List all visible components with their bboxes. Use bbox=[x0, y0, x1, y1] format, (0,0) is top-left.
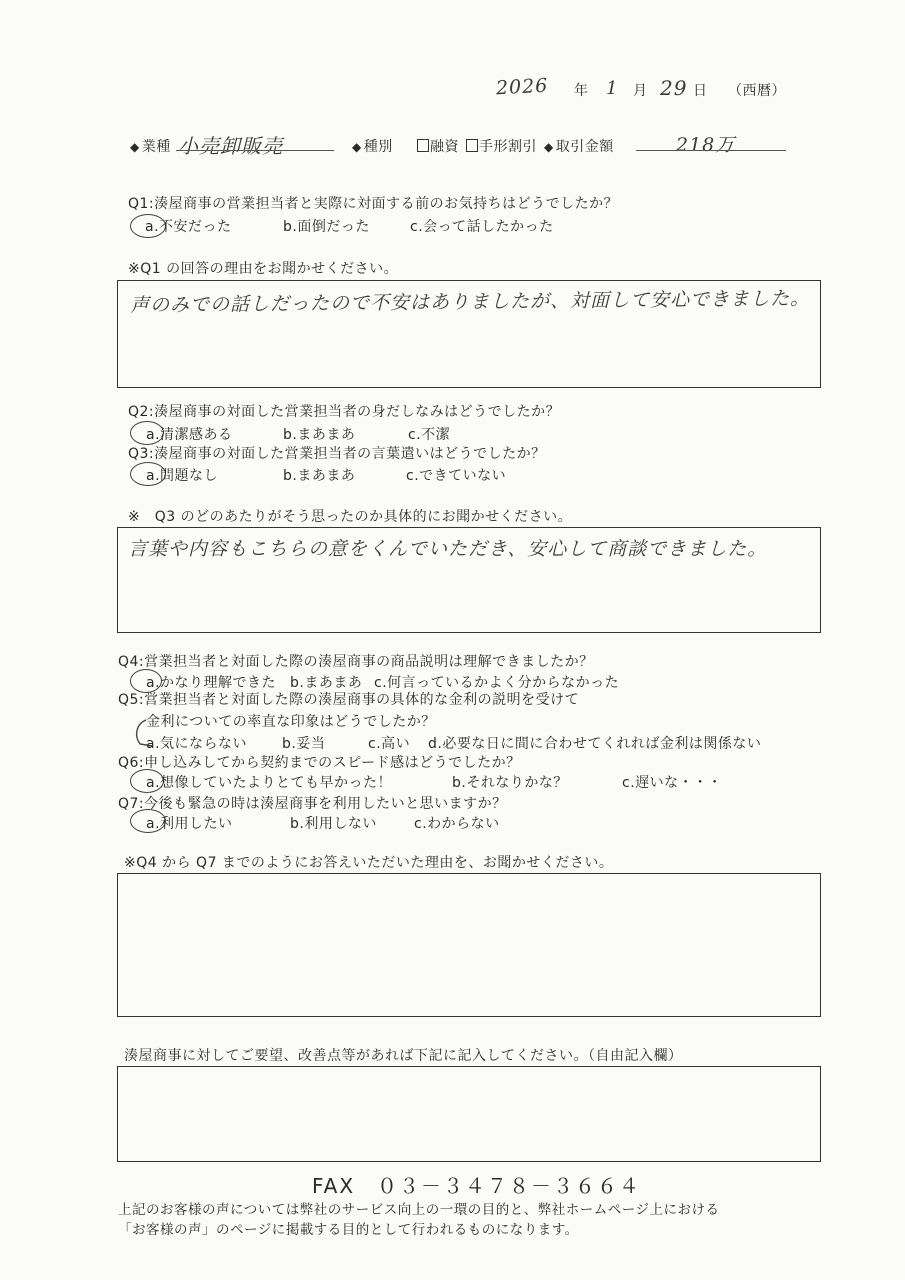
requests-box[interactable] bbox=[117, 1066, 821, 1162]
q3-option-b[interactable]: b.まあまあ bbox=[283, 468, 356, 484]
industry-underline bbox=[176, 150, 334, 151]
q1-question: Q1:湊屋商事の営業担当者と実際に対面する前のお気持ちはどうでしたか？ bbox=[128, 196, 619, 212]
q6-question: Q6:申し込みしてから契約までのスピード感はどうでしたか？ bbox=[118, 755, 521, 771]
q7-question: Q7:今後も緊急の時は湊屋商事を利用したいと思いますか？ bbox=[118, 796, 507, 812]
q3-option-a[interactable]: a.問題なし bbox=[146, 468, 219, 484]
q2-option-b[interactable]: b.まあまあ bbox=[283, 427, 356, 443]
q3-reason-label: ※ Q3 のどのあたりがそう思ったのか具体的にお聞かせください。 bbox=[128, 509, 573, 525]
q4-7-reason-label: ※Q4 から Q7 までのようにお答えいただいた理由を、お聞かせください。 bbox=[124, 855, 614, 871]
q4-option-c[interactable]: c.何言っているかよく分からなかった bbox=[374, 675, 620, 691]
q4-question: Q4:営業担当者と対面した際の湊屋商事の商品説明は理解できましたか？ bbox=[118, 654, 594, 670]
q5-option-d[interactable]: d.必要な日に間に合わせてくれれば金利は関係ない bbox=[428, 736, 762, 752]
loan-checkbox-option[interactable]: 融資 bbox=[416, 136, 459, 156]
amount-underline bbox=[636, 150, 786, 151]
date-day-handwritten: 29 bbox=[660, 76, 688, 100]
q4-7-reason-box[interactable] bbox=[117, 873, 821, 1017]
q5-answer-mark bbox=[132, 718, 154, 748]
q5-option-b[interactable]: b.妥当 bbox=[282, 736, 326, 752]
q4-option-b[interactable]: b.まあまあ bbox=[290, 675, 363, 691]
footer-note-line-2: 「お客様の声」のページに掲載する目的として行われるものになります。 bbox=[118, 1222, 579, 1238]
amount-handwritten: 218万 bbox=[676, 134, 736, 156]
q7-option-b[interactable]: b.利用しない bbox=[290, 816, 377, 832]
q3-question: Q3:湊屋商事の対面した営業担当者の言葉遣いはどうでしたか？ bbox=[128, 446, 546, 462]
q5-question-line-2: 金利についての率直な印象はどうでしたか？ bbox=[146, 714, 436, 730]
bill-discount-checkbox[interactable] bbox=[466, 139, 478, 152]
diamond-icon: ◆ bbox=[352, 140, 362, 154]
footer-note-line-1: 上記のお客様の声については弊社のサービス向上の一環の目的と、弊社ホームページ上における bbox=[118, 1202, 720, 1218]
date-year-label: 年 bbox=[574, 83, 589, 99]
date-month-handwritten: 1 bbox=[606, 78, 619, 99]
q3-option-c[interactable]: c.できていない bbox=[406, 468, 507, 484]
q2-question: Q2:湊屋商事の対面した営業担当者の身だしなみはどうでしたか？ bbox=[128, 404, 561, 420]
q3-reason-box[interactable] bbox=[117, 527, 821, 633]
q1-option-a[interactable]: a.不安だった bbox=[145, 219, 232, 235]
q7-option-c[interactable]: c.わからない bbox=[414, 816, 500, 832]
requests-label: 湊屋商事に対してご要望、改善点等があれば下記に記入してください。（自由記入欄） bbox=[124, 1048, 683, 1064]
q2-option-c[interactable]: c.不潔 bbox=[408, 427, 451, 443]
industry-handwritten: 小売卸販売 bbox=[178, 134, 283, 158]
q5-option-a[interactable]: a.気にならない bbox=[146, 736, 248, 752]
q1-reason-box[interactable] bbox=[117, 280, 821, 388]
diamond-icon: ◆ bbox=[130, 140, 140, 154]
q6-option-b[interactable]: b.それなりかな？ bbox=[452, 775, 568, 791]
date-day-label: 日 bbox=[693, 83, 708, 99]
date-era-label: （西暦） bbox=[728, 83, 786, 99]
q1-option-b[interactable]: b.面倒だった bbox=[283, 219, 370, 235]
q6-option-a[interactable]: a.想像していたよりとても早かった！ bbox=[146, 775, 393, 791]
q6-option-c[interactable]: c.遅いな・・・ bbox=[622, 775, 723, 791]
amount-field-label: ◆ 取引金額 bbox=[544, 139, 614, 155]
q7-option-a[interactable]: a.利用したい bbox=[146, 816, 233, 832]
bill-discount-checkbox-option[interactable]: 手形割引 bbox=[465, 136, 537, 156]
fax-number: FAX ０３－３４７８－３６６４ bbox=[312, 1174, 642, 1198]
q2-option-a[interactable]: a.清潔感ある bbox=[146, 427, 233, 443]
q1-reason-handwritten: 声のみでの話しだったので不安はありましたが、対面して安心できました。 bbox=[129, 287, 811, 317]
date-year-handwritten: 2026 bbox=[495, 74, 549, 100]
q4-option-a[interactable]: a.かなり理解できた bbox=[146, 675, 277, 691]
q5-option-c[interactable]: c.高い bbox=[368, 736, 411, 752]
q1-reason-label: ※Q1 の回答の理由をお聞かせください。 bbox=[128, 261, 399, 277]
date-month-label: 月 bbox=[633, 83, 648, 99]
diamond-icon: ◆ bbox=[544, 140, 554, 154]
loan-checkbox[interactable] bbox=[417, 139, 429, 152]
q5-question-line-1: Q5:営業担当者と対面した際の湊屋商事の具体的な金利の説明を受けて bbox=[118, 692, 580, 708]
q1-option-c[interactable]: c.会って話したかった bbox=[410, 219, 554, 235]
type-field-label: ◆ 種別 bbox=[352, 139, 393, 155]
q3-reason-handwritten: 言葉や内容もこちらの意をくんでいただき、安心して商談できました。 bbox=[128, 538, 768, 560]
industry-field-label: ◆ 業種 bbox=[130, 139, 171, 155]
